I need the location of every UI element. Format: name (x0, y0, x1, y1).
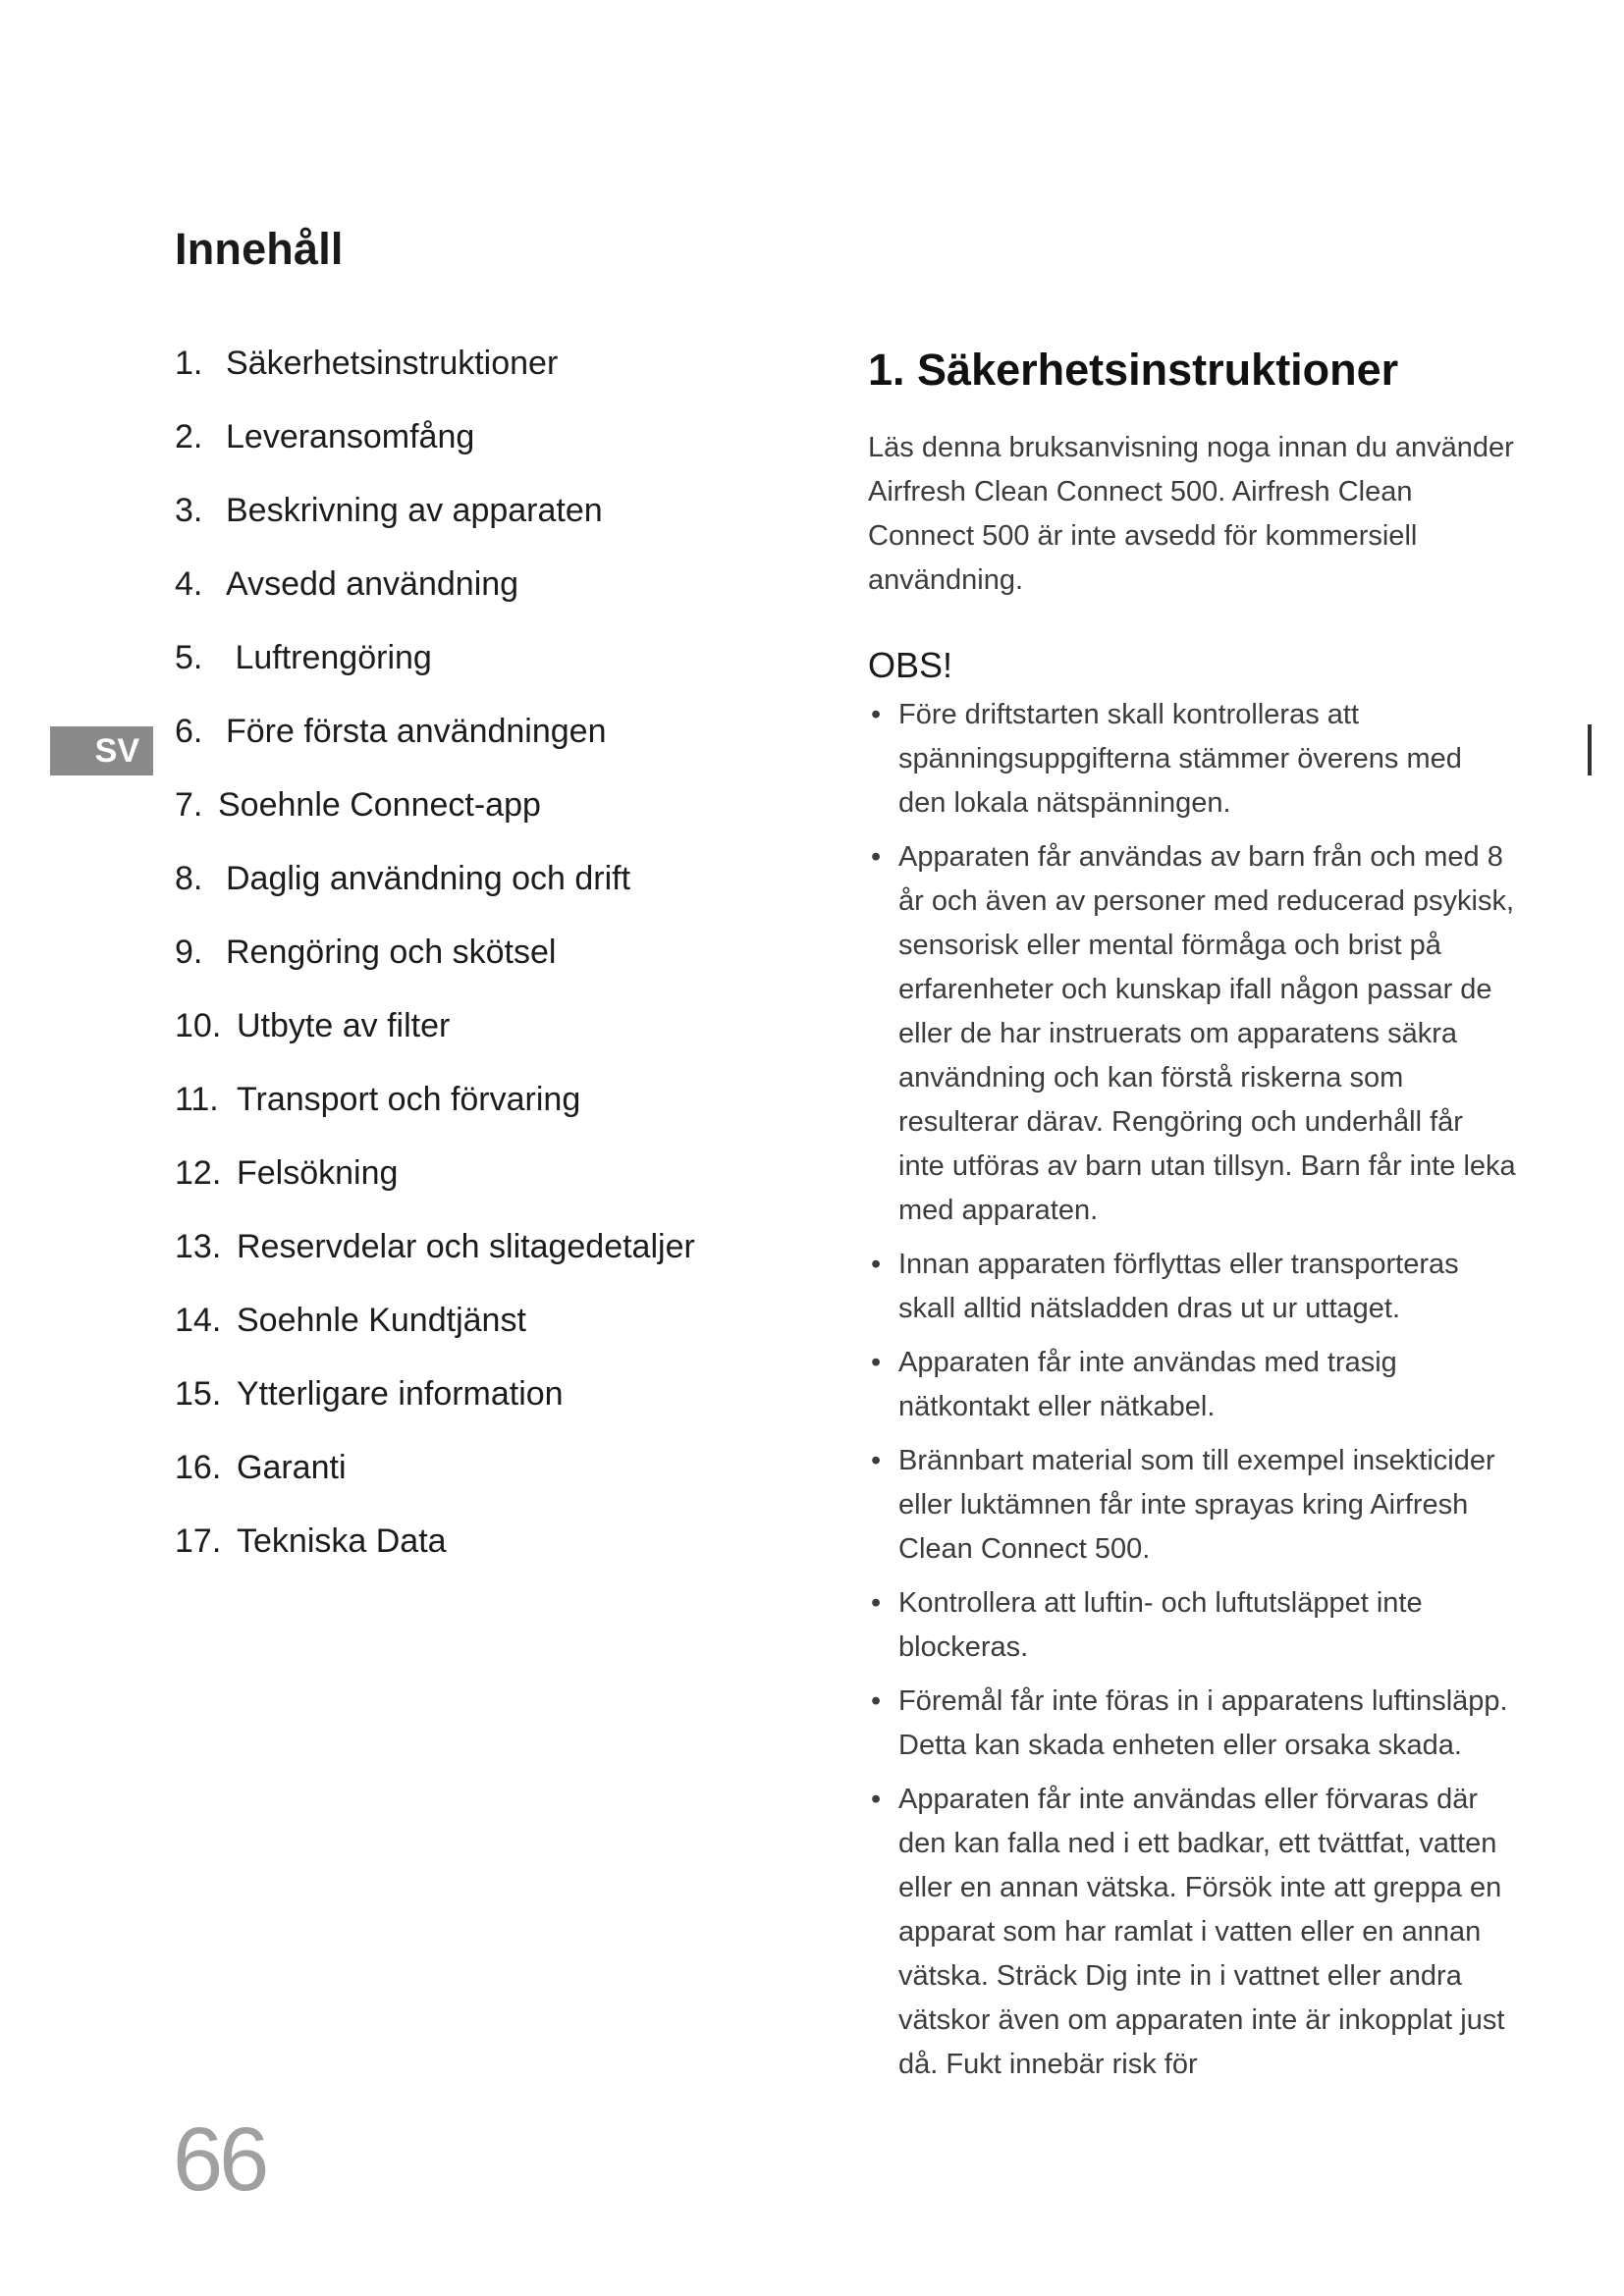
bullet-text: Apparaten får inte användas eller förvaras där den kan falla ned i ett badkar, ett tvättfat, vatten eller en annan vätska. Försök inte att greppa en apparat som har ramlat i vatten eller en annan vätska. Sträck Dig inte in i vattnet eller andra vätskor även om apparaten inte är inkopplat just då. Fukt innebär risk för (898, 1784, 1505, 2080)
bullet-text: Apparaten får inte användas med trasig nätkontakt eller nätkabel. (898, 1347, 1397, 1422)
safety-section (868, 336, 1516, 2097)
obs-heading: OBS! (868, 645, 953, 685)
toc-item-label: Felsökning (237, 1154, 399, 1192)
toc-item-label: Leveransomfång (226, 418, 475, 455)
margin-marker (1588, 724, 1592, 775)
toc-item-number: 1. (175, 345, 203, 382)
bullet-item (868, 1439, 1516, 1572)
bullet-icon: • (871, 1784, 882, 1815)
bullet-icon: • (871, 699, 882, 730)
toc-item (175, 632, 695, 706)
bullet-text: Innan apparaten förflyttas eller transporteras skall alltid nätsladden dras ut ur uttaget. (898, 1249, 1459, 1324)
toc-item-number: 6. (175, 713, 203, 750)
toc-item-number: 13. (175, 1228, 222, 1265)
table-of-contents (175, 338, 695, 1589)
toc-item (175, 927, 695, 1000)
toc-item-label: Soehnle Kundtjänst (237, 1302, 526, 1339)
toc-item (175, 1148, 695, 1221)
toc-item (175, 411, 695, 485)
bullet-icon: • (871, 1249, 882, 1280)
toc-item-number: 10. (175, 1007, 222, 1044)
toc-item (175, 1516, 695, 1589)
toc-item (175, 853, 695, 927)
toc-item-label: Ytterligare information (237, 1375, 564, 1413)
bullet-icon: • (871, 1587, 882, 1619)
toc-item-number: 2. (175, 418, 203, 455)
language-tab: SV (50, 726, 153, 775)
toc-item-number: 8. (175, 860, 203, 897)
toc-item-label: Före första användningen (226, 713, 607, 750)
toc-item-number: 14. (175, 1302, 222, 1339)
toc-item-label: Tekniska Data (237, 1522, 447, 1560)
toc-title: Innehåll (175, 224, 344, 274)
bullet-text: Kontrollera att luftin- och luftutsläppet inte blockeras. (898, 1587, 1423, 1663)
toc-item-label: Garanti (237, 1449, 347, 1486)
bullet-item (868, 1778, 1516, 2087)
bullet-icon: • (871, 1685, 882, 1717)
bullet-item (868, 1341, 1516, 1429)
toc-item-label: Daglig användning och drift (226, 860, 631, 897)
toc-item (175, 1368, 695, 1442)
toc-item-number: 9. (175, 934, 203, 971)
section-heading: 1. Säkerhetsinstruktioner (868, 345, 1399, 395)
bullet-text: Apparaten får användas av barn från och med 8 år och även av personer med reducerad psykisk, sensorisk eller mental förmåga och brist på erfarenheter och kunskap ifall någon passar de eller de har instruerats om apparatens säkra användning och kan förstå riskerna som resulterar därav. Rengöring och underhåll får inte utföras av barn utan tillsyn. Barn får inte leka med apparaten. (898, 841, 1516, 1226)
toc-item (175, 1442, 695, 1516)
bullet-icon: • (871, 1347, 882, 1378)
toc-item-number: 4. (175, 565, 203, 603)
toc-item-number: 16. (175, 1449, 222, 1486)
toc-item (175, 1295, 695, 1368)
toc-item-label: Utbyte av filter (237, 1007, 451, 1044)
bullet-icon: • (871, 841, 882, 873)
toc-item-label: Säkerhetsinstruktioner (226, 345, 559, 382)
bullet-item (868, 1243, 1516, 1331)
toc-item (175, 1221, 695, 1295)
bullet-text: Föremål får inte föras in i apparatens luftinsläpp. Detta kan skada enheten eller orsaka skada. (898, 1685, 1508, 1761)
safety-bullet-list (868, 693, 1516, 2087)
bullet-item (868, 1680, 1516, 1768)
bullet-text: Före driftstarten skall kontrolleras att spänningsuppgifterna stämmer överens med den lokala nätspänningen. (898, 699, 1462, 819)
toc-item-label: Avsedd användning (226, 565, 519, 603)
toc-item-number: 5. (175, 639, 203, 676)
toc-item-label: Transport och förvaring (237, 1081, 581, 1118)
bullet-icon: • (871, 1445, 882, 1476)
toc-item-label: Reservdelar och slitagedetaljer (237, 1228, 695, 1265)
toc-item (175, 1074, 695, 1148)
bullet-item (868, 835, 1516, 1233)
toc-item-label: Beskrivning av apparaten (226, 492, 603, 529)
toc-item (175, 1000, 695, 1074)
toc-item-label: Soehnle Connect-app (218, 786, 541, 824)
toc-item-label: Rengöring och skötsel (226, 934, 557, 971)
toc-item (175, 559, 695, 632)
toc-item-label: Luftrengöring (226, 639, 432, 676)
intro-paragraph: Läs denna bruksanvisning noga innan du använder Airfresh Clean Connect 500. Airfresh Clean Connect 500 är inte avsedd för kommersiell användning. (868, 432, 1514, 596)
bullet-item (868, 693, 1516, 826)
toc-item-number: 3. (175, 492, 203, 529)
toc-item (175, 338, 695, 411)
toc-item-number: 12. (175, 1154, 222, 1192)
toc-item-number: 17. (175, 1522, 222, 1560)
toc-item-number: 7. (175, 786, 203, 824)
toc-item-number: 11. (175, 1081, 219, 1118)
bullet-item (868, 1581, 1516, 1670)
bullet-text: Brännbart material som till exempel insekticider eller luktämnen får inte sprayas kring Airfresh Clean Connect 500. (898, 1445, 1495, 1565)
toc-item-number: 15. (175, 1375, 222, 1413)
toc-item (175, 485, 695, 559)
toc-item (175, 706, 695, 779)
toc-item (175, 779, 695, 853)
page-number: 66 (173, 2109, 266, 2210)
